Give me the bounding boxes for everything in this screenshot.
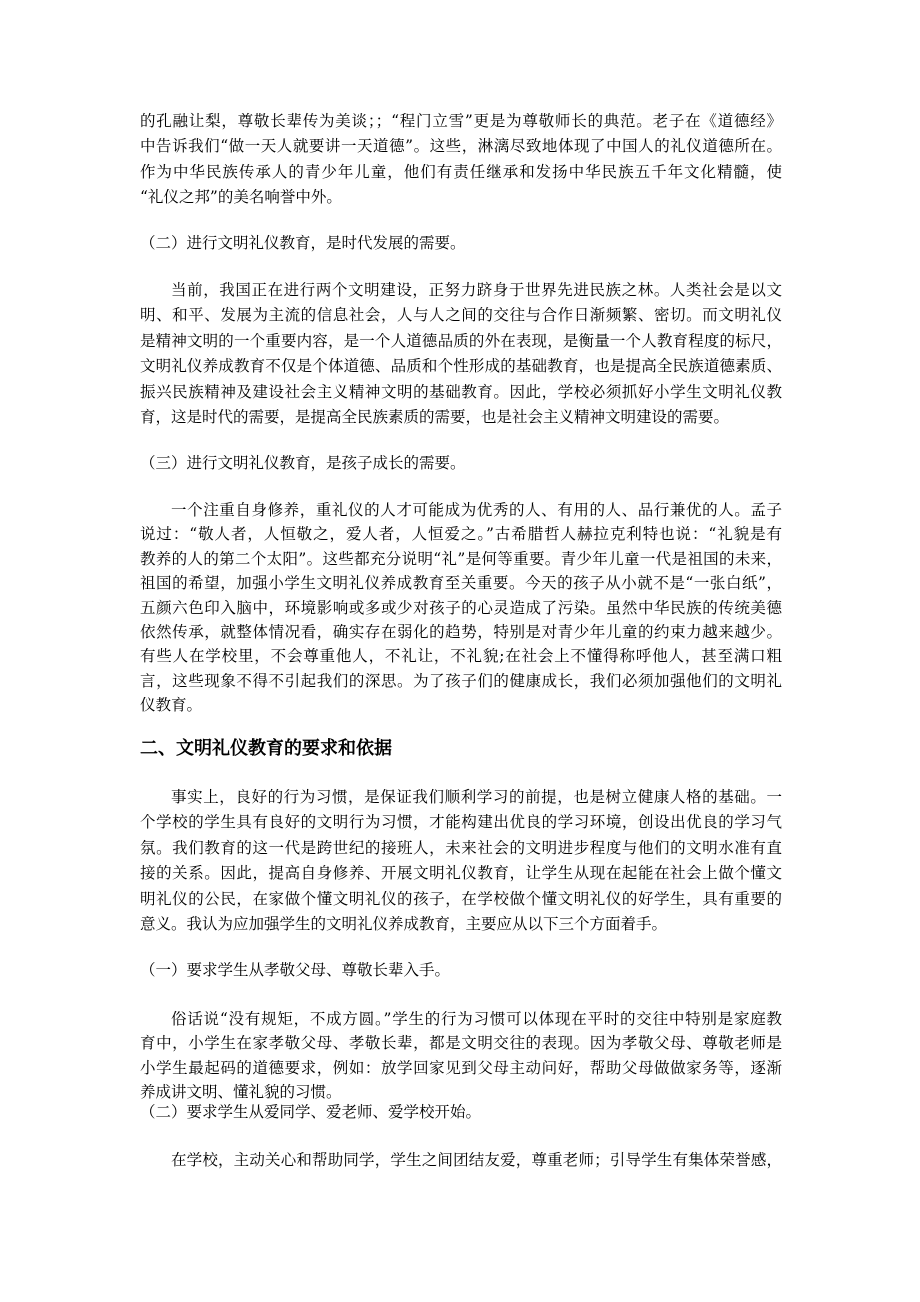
text-line: 育中，小学生在家孝敬父母、孝敬长辈，都是文明交往的表现。因为孝敬父母、尊敬老师是 — [140, 1034, 782, 1053]
text-line: 意义。我认为应加强学生的文明礼仪养成教育，主要应从以下三个方面着手。 — [140, 915, 668, 934]
paragraph-respect-parents — [140, 1007, 782, 1105]
text-line: 明礼仪的公民，在家做个懂文明礼仪的孩子，在学校做个懂文明礼仪的好学生，具有重要的 — [140, 889, 782, 908]
paragraph-section-intro — [140, 785, 782, 937]
subheading-child-growth: （三）进行文明礼仪教育，是孩子成长的需要。 — [140, 454, 466, 472]
text-line: 明、和平、发展为主流的信息社会，人与人之间的交往与合作日渐频繁、密切。而文明礼仪 — [140, 306, 782, 325]
text-line: 振兴民族精神及建设社会主义精神文明的基础教育。因此，学校必须抓好小学生文明礼仪教 — [140, 382, 782, 401]
text-line: 氛。我们教育的这一代是跨世纪的接班人，未来社会的文明进步程度与他们的文明水准有直 — [140, 838, 782, 857]
subheading-love-school: （二）要求学生从爱同学、爱老师、爱学校开始。 — [140, 1103, 482, 1121]
paragraph-time-development — [140, 278, 782, 430]
text-line: 育，这是时代的需要，是提高全民族素质的需要，也是社会主义精神文明建设的需要。 — [140, 408, 730, 427]
text-line: 事实上，良好的行为习惯，是保证我们顺利学习的前提，也是树立健康人格的基础。一 — [171, 788, 782, 806]
text-line: 当前，我国正在进行两个文明建设，正努力跻身于世界先进民族之林。人类社会是以文 — [171, 281, 782, 299]
text-line: 小学生最起码的道德要求，例如：放学回家见到父母主动问好，帮助父母做做家务等，逐渐 — [140, 1058, 782, 1077]
text-line: 作为中华民族传承人的青少年儿童，他们有责任继承和发扬中华民族五千年文化精髓，使 — [140, 162, 782, 181]
text-line: 说过：“敬人者，人恒敬之，爱人者，人恒爱之。”古希腊哲人赫拉克利特也说：“礼貌是有 — [140, 525, 782, 544]
text-line: “礼仪之邦”的美名响誉中外。 — [140, 188, 342, 207]
text-line: 有些人在学校里，不会尊重他人，不礼让，不礼貌;在社会上不懂得称呼他人，甚至满口粗 — [140, 647, 782, 666]
text-line: 的孔融让梨，尊敬长辈传为美谈；；“程门立雪”更是为尊敬师长的典范。老子在《道德经》 — [140, 112, 782, 130]
text-line: 仪教育。 — [140, 696, 203, 715]
text-line: 是精神文明的一个重要内容，是一个人道德品质的外在表现，是衡量一个人教育程度的标尺， — [140, 331, 782, 350]
text-line: 个学校的学生具有良好的文明行为习惯，才能构建出优良的学习环境，创设出优良的学习气 — [140, 813, 782, 832]
subheading-time-development: （二）进行文明礼仪教育，是时代发展的需要。 — [140, 234, 466, 252]
text-line: 教养的人的第二个太阳”。这些都充分说明“礼”是何等重要。青少年儿童一代是祖国的未来， — [140, 549, 782, 568]
paragraph-continued — [140, 109, 782, 211]
text-line: 在学校，主动关心和帮助同学，学生之间团结友爱，尊重老师；引导学生有集体荣誉感， — [171, 1151, 782, 1169]
text-line: 俗话说“没有规矩，不成方圆。”学生的行为习惯可以体现在平时的交往中特别是家庭教 — [171, 1010, 782, 1028]
text-line: 养成讲文明、懂礼貌的习惯。 — [140, 1083, 342, 1102]
subheading-respect-parents: （一）要求学生从孝敬父母、尊敬长辈入手。 — [140, 961, 451, 979]
text-line: 祖国的希望，加强小学生文明礼仪养成教育至关重要。今天的孩子从小就不是“一张白纸”， — [140, 574, 782, 593]
text-line: 言，这些现象不得不引起我们的深思。为了孩子们的健康成长，我们必须加强他们的文明礼 — [140, 671, 782, 690]
section-title: 二、文明礼仪教育的要求和依据 — [140, 738, 392, 759]
text-line: 文明礼仪养成教育不仅是个体道德、品质和个性形成的基础教育，也是提高全民族道德素质、 — [140, 357, 782, 376]
paragraph-child-growth — [140, 498, 782, 718]
text-line: 五颜六色印入脑中，环境影响或多或少对孩子的心灵造成了污染。虽然中华民族的传统美德 — [140, 598, 782, 617]
text-line: 一个注重自身修养，重礼仪的人才可能成为优秀的人、有用的人、品行兼优的人。孟子 — [171, 501, 782, 519]
paragraph-love-school — [140, 1148, 782, 1173]
text-line: 中告诉我们“做一天人就要讲一天道德”。这些，淋漓尽致地体现了中国人的礼仪道德所在。 — [140, 137, 782, 156]
text-line: 接的关系。因此，提高自身修养、开展文明礼仪教育，让学生从现在起能在社会上做个懂文 — [140, 864, 782, 883]
text-line: 依然传承，就整体情况看，确实存在弱化的趋势，特别是对青少年儿童的约束力越来越少。 — [140, 623, 782, 642]
